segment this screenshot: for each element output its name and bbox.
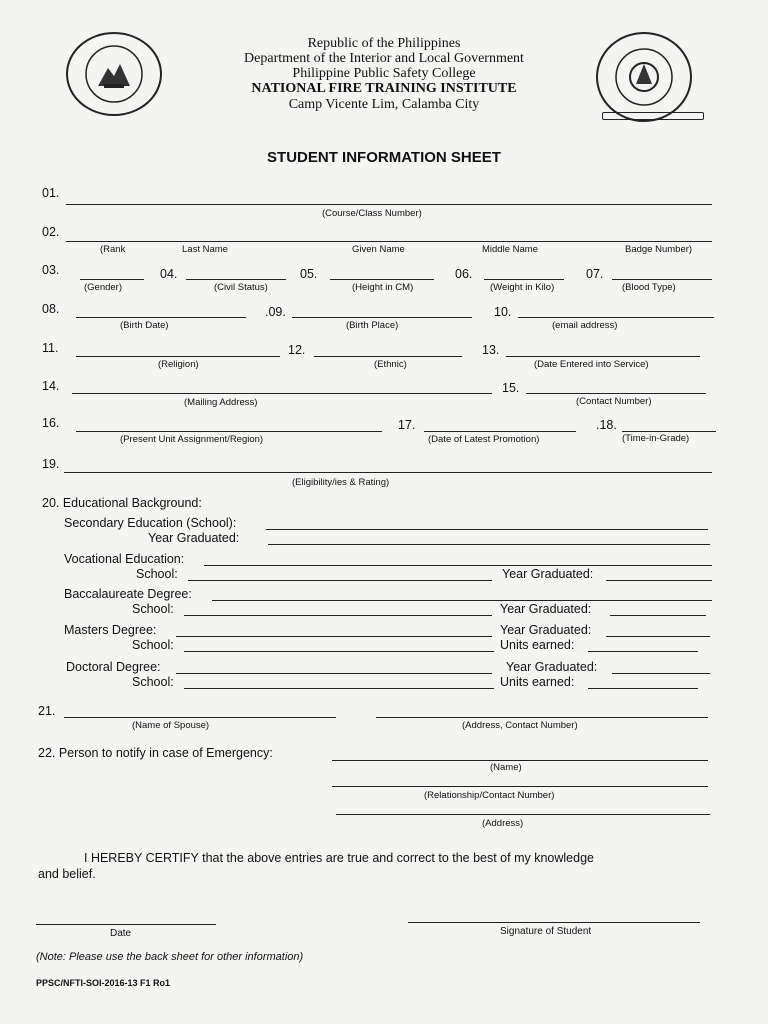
- masters-school-label: School:: [132, 638, 174, 652]
- field-08-line[interactable]: [76, 317, 246, 318]
- emergency-relation-caption: (Relationship/Contact Number): [424, 790, 555, 801]
- header-line-4: NATIONAL FIRE TRAINING INSTITUTE: [251, 81, 517, 96]
- field-06-caption: (Weight in Kilo): [490, 282, 555, 293]
- field-15-line[interactable]: [526, 393, 706, 394]
- field-15-number: 15.: [502, 381, 520, 395]
- field-06-number: 06.: [455, 267, 473, 281]
- doctoral-units-label: Units earned:: [500, 675, 575, 689]
- field-04-number: 04.: [160, 267, 178, 281]
- spouse-address-line[interactable]: [376, 717, 708, 718]
- spouse-caption: (Name of Spouse): [132, 720, 210, 731]
- masters-label: Masters Degree:: [64, 623, 157, 637]
- certify-line-2: and belief.: [38, 867, 96, 881]
- field-16-line[interactable]: [76, 431, 382, 432]
- masters-year-label: Year Graduated:: [500, 623, 592, 637]
- field-05-caption: (Height in CM): [352, 282, 414, 293]
- baccalaureate-school-line[interactable]: [184, 615, 492, 616]
- vocational-school-line[interactable]: [188, 580, 492, 581]
- field-05-line[interactable]: [330, 279, 434, 280]
- field-04-caption: (Civil Status): [214, 282, 268, 293]
- field-16-caption: (Present Unit Assignment/Region): [120, 434, 264, 445]
- field-04-line[interactable]: [186, 279, 286, 280]
- spouse-line[interactable]: [64, 717, 336, 718]
- field-01-line[interactable]: [66, 204, 712, 205]
- field-13-line[interactable]: [506, 356, 700, 357]
- doctoral-line[interactable]: [176, 673, 492, 674]
- baccalaureate-year-label: Year Graduated:: [500, 602, 592, 616]
- field-03-caption: (Gender): [84, 282, 123, 293]
- field-08-caption: (Birth Date): [120, 320, 169, 331]
- masters-year-line[interactable]: [606, 636, 710, 637]
- field-09-number: .09.: [265, 305, 286, 319]
- field-15-caption: (Contact Number): [576, 396, 652, 407]
- doctoral-label: Doctoral Degree:: [66, 660, 161, 674]
- masters-school-line[interactable]: [184, 651, 494, 652]
- header-line-3: Philippine Public Safety College: [292, 66, 476, 81]
- education-heading: 20. Educational Background:: [42, 496, 202, 510]
- field-11-number: 11.: [42, 341, 59, 355]
- field-09-line[interactable]: [292, 317, 472, 318]
- field-12-caption: (Ethnic): [374, 359, 407, 370]
- field-08-number: 08.: [42, 302, 60, 316]
- field-14-line[interactable]: [72, 393, 492, 394]
- field-18-caption: (Time-in-Grade): [622, 433, 690, 444]
- field-19-caption: (Eligibility/ies & Rating): [292, 477, 390, 488]
- date-caption: Date: [110, 928, 132, 939]
- masters-units-label: Units earned:: [500, 638, 575, 652]
- field-10-number: 10.: [494, 305, 512, 319]
- doctoral-units-line[interactable]: [588, 688, 698, 689]
- pencil-icon: [602, 112, 704, 120]
- emergency-label: 22. Person to notify in case of Emergency:: [38, 746, 273, 760]
- secondary-line[interactable]: [266, 529, 708, 530]
- field-07-number: 07.: [586, 267, 604, 281]
- emergency-name-line[interactable]: [332, 760, 708, 761]
- field-02-caption-middle: Middle Name: [482, 244, 538, 255]
- field-19-line[interactable]: [64, 472, 712, 473]
- field-13-caption: (Date Entered into Service): [534, 359, 649, 370]
- doctoral-school-label: School:: [132, 675, 174, 689]
- field-14-caption: (Mailing Address): [184, 397, 258, 408]
- baccalaureate-school-label: School:: [132, 602, 174, 616]
- secondary-label: Secondary Education (School):: [64, 516, 237, 530]
- field-19-number: 19.: [42, 457, 60, 471]
- signature-line[interactable]: [408, 922, 700, 923]
- vocational-year-line[interactable]: [606, 580, 712, 581]
- field-11-line[interactable]: [76, 356, 280, 357]
- date-line[interactable]: [36, 924, 216, 925]
- vocational-school-label: School:: [136, 567, 178, 581]
- field-11-caption: (Religion): [158, 359, 199, 370]
- doctoral-year-line[interactable]: [612, 673, 710, 674]
- field-02-caption-rank: (Rank: [100, 244, 126, 255]
- field-01-caption: (Course/Class Number): [322, 208, 422, 219]
- field-10-line[interactable]: [518, 317, 714, 318]
- doctoral-year-label: Year Graduated:: [506, 660, 598, 674]
- secondary-year-line[interactable]: [268, 544, 710, 545]
- form-code: PPSC/NFTI-SOI-2016-13 F1 Ro1: [36, 978, 171, 988]
- vocational-line[interactable]: [204, 565, 712, 566]
- field-18-line[interactable]: [622, 431, 716, 432]
- field-03-number: 03.: [42, 263, 60, 277]
- field-14-number: 14.: [42, 379, 60, 393]
- header-line-2: Department of the Interior and Local Government: [244, 51, 524, 66]
- baccalaureate-year-line[interactable]: [610, 615, 706, 616]
- secondary-year-label: Year Graduated:: [148, 531, 240, 545]
- field-17-number: 17.: [398, 418, 416, 432]
- field-07-line[interactable]: [612, 279, 712, 280]
- field-02-number: 02.: [42, 225, 60, 239]
- field-13-number: 13.: [482, 343, 500, 357]
- baccalaureate-line[interactable]: [212, 600, 712, 601]
- field-06-line[interactable]: [484, 279, 564, 280]
- baccalaureate-label: Baccalaureate Degree:: [64, 587, 192, 601]
- doctoral-school-line[interactable]: [184, 688, 494, 689]
- field-17-line[interactable]: [424, 431, 576, 432]
- field-18-number: .18.: [596, 418, 617, 432]
- back-sheet-note: (Note: Please use the back sheet for other information): [36, 951, 304, 963]
- field-17-caption: (Date of Latest Promotion): [428, 434, 540, 445]
- field-05-number: 05.: [300, 267, 318, 281]
- field-09-caption: (Birth Place): [346, 320, 399, 331]
- field-10-caption: (email address): [552, 320, 618, 331]
- field-01-number: 01.: [42, 186, 60, 200]
- emergency-name-caption: (Name): [490, 762, 522, 773]
- emergency-address-line[interactable]: [336, 814, 710, 815]
- field-07-caption: (Blood Type): [622, 282, 676, 293]
- field-02-caption-given: Given Name: [352, 244, 405, 255]
- masters-line[interactable]: [176, 636, 492, 637]
- field-02-caption-last: Last Name: [182, 244, 228, 255]
- emergency-relation-line[interactable]: [332, 786, 708, 787]
- form-title: STUDENT INFORMATION SHEET: [267, 149, 501, 166]
- vocational-label: Vocational Education:: [64, 552, 185, 566]
- field-21-number: 21.: [38, 704, 56, 718]
- signature-caption: Signature of Student: [500, 926, 592, 937]
- field-12-number: 12.: [288, 343, 306, 357]
- masters-units-line[interactable]: [588, 651, 698, 652]
- header-line-1: Republic of the Philippines: [307, 36, 461, 51]
- field-02-caption-badge: Badge Number): [625, 244, 693, 255]
- field-12-line[interactable]: [314, 356, 462, 357]
- field-02-line[interactable]: [66, 241, 712, 242]
- header-line-5: Camp Vicente Lim, Calamba City: [288, 97, 480, 112]
- spouse-address-caption: (Address, Contact Number): [462, 720, 578, 731]
- vocational-year-label: Year Graduated:: [502, 567, 594, 581]
- emergency-address-caption: (Address): [482, 818, 524, 829]
- field-16-number: 16.: [42, 416, 60, 430]
- certify-line-1: I HEREBY CERTIFY that the above entries are true and correct to the best of my knowledge: [84, 851, 594, 865]
- field-03-line[interactable]: [80, 279, 144, 280]
